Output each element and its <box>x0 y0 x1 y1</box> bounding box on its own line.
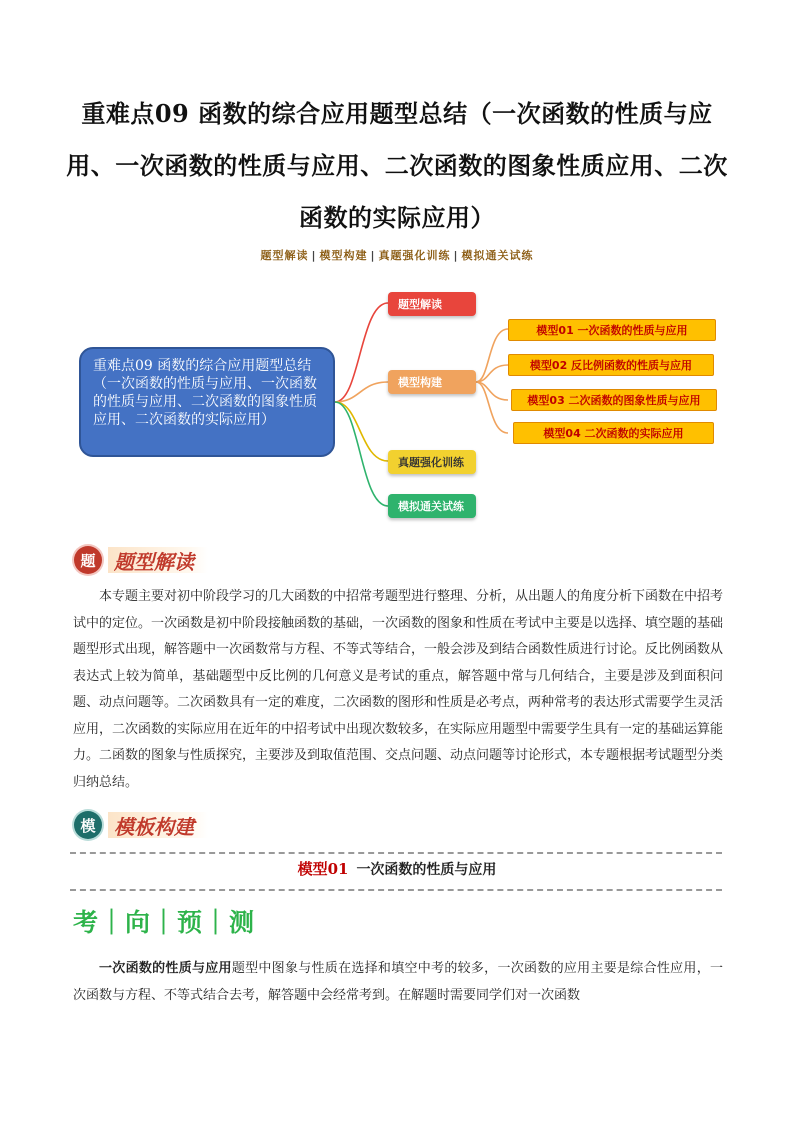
subnav-item-3: 真题强化训练 <box>378 249 451 262</box>
model-title <box>0 858 794 879</box>
section-badge-icon: 模 <box>74 811 102 839</box>
mindmap-branch-mock-test: 模拟通关试练 <box>388 494 476 518</box>
section-badge-icon: 题 <box>74 546 102 574</box>
model-intro-bold: 一次函数的性质与应用 <box>99 961 232 976</box>
exam-forecast-heading: 考｜向｜预｜测 <box>73 908 256 937</box>
mindmap-branch-model-building: 模型构建 <box>388 370 476 394</box>
document-title: 重难点09 函数的综合应用题型总结（一次函数的性质与应用、一次函数的性质与应用、二次函数的图象性质应用、二次函数的实际应用） <box>66 99 728 232</box>
mindmap-root: 重难点09 函数的综合应用题型总结（一次函数的性质与应用、一次函数的性质与应用、二次函数的图象性质应用、二次函数的实际应用） <box>79 347 335 457</box>
model-intro-paragraph <box>73 956 723 1009</box>
mindmap-branch-question-reading: 题型解读 <box>388 292 476 316</box>
dashed-divider <box>70 852 722 854</box>
subnav-separator: | <box>370 249 376 262</box>
section-label: 题型解读 <box>108 547 208 573</box>
subnav-separator: | <box>311 249 317 262</box>
mindmap-branch-exam-training: 真题强化训练 <box>388 450 476 474</box>
model-code: 模型01 <box>297 860 349 878</box>
model-intro-text: 题型中图象与性质在选择和填空中考的较多，一次函数的应用主要是综合性应用，一次函数与方程、不等式结合去考，解答题中会经常考到。在解题时需要同学们对一次函数 <box>73 961 723 1003</box>
mindmap-leaf-model-01: 模型01 一次函数的性质与应用 <box>508 319 716 341</box>
subnav-item-2: 模型构建 <box>319 249 368 262</box>
section-header-model-building <box>74 808 208 842</box>
mindmap-leaf-model-03: 模型03 二次函数的图象性质与应用 <box>511 389 717 411</box>
subnav-item-4: 模拟通关试练 <box>461 249 534 262</box>
model-name: 一次函数的性质与应用 <box>356 862 497 878</box>
section-label: 模板构建 <box>108 812 208 838</box>
subnav <box>0 247 794 263</box>
dashed-divider <box>70 889 722 891</box>
subnav-separator: | <box>453 249 459 262</box>
intro-paragraph: 本专题主要对初中阶段学习的几大函数的中招常考题型进行整理、分析，从出题人的角度分析下函数在中招考试中的定位。一次函数是初中阶段接触函数的基础，一次函数的图象和性质在考试中主要是以选择、填空题的基础题型形式出现，解答题中一次函数常与方程、不等式等结合，一般会涉及到结合函数性质进行讨论。反比例函数从表达式上较为简单，基础题型中反比例的几何意义是考试的重点，解答题中常与几何结合，主要是涉及到面积问题、动点问题等。二次函数具有一定的难度，二次函数的图形和性质是必考点，两种常考的表达形式需要学生灵活应用，二次函数的实际应用在近年的中招考试中出现次数较多，在实际应用题型中需要学生具有一定的基础运算能力。二函数的图象与性质探究，主要涉及到取值范围、交点问题、动点问题等讨论形式，本专题根据考试题型分类归纳总结。 <box>73 589 724 790</box>
mindmap-leaf-model-04: 模型04 二次函数的实际应用 <box>513 422 714 444</box>
mindmap-leaf-model-02: 模型02 反比例函数的性质与应用 <box>508 354 714 376</box>
section-header-question-reading <box>74 543 208 577</box>
subnav-item-1: 题型解读 <box>260 249 309 262</box>
